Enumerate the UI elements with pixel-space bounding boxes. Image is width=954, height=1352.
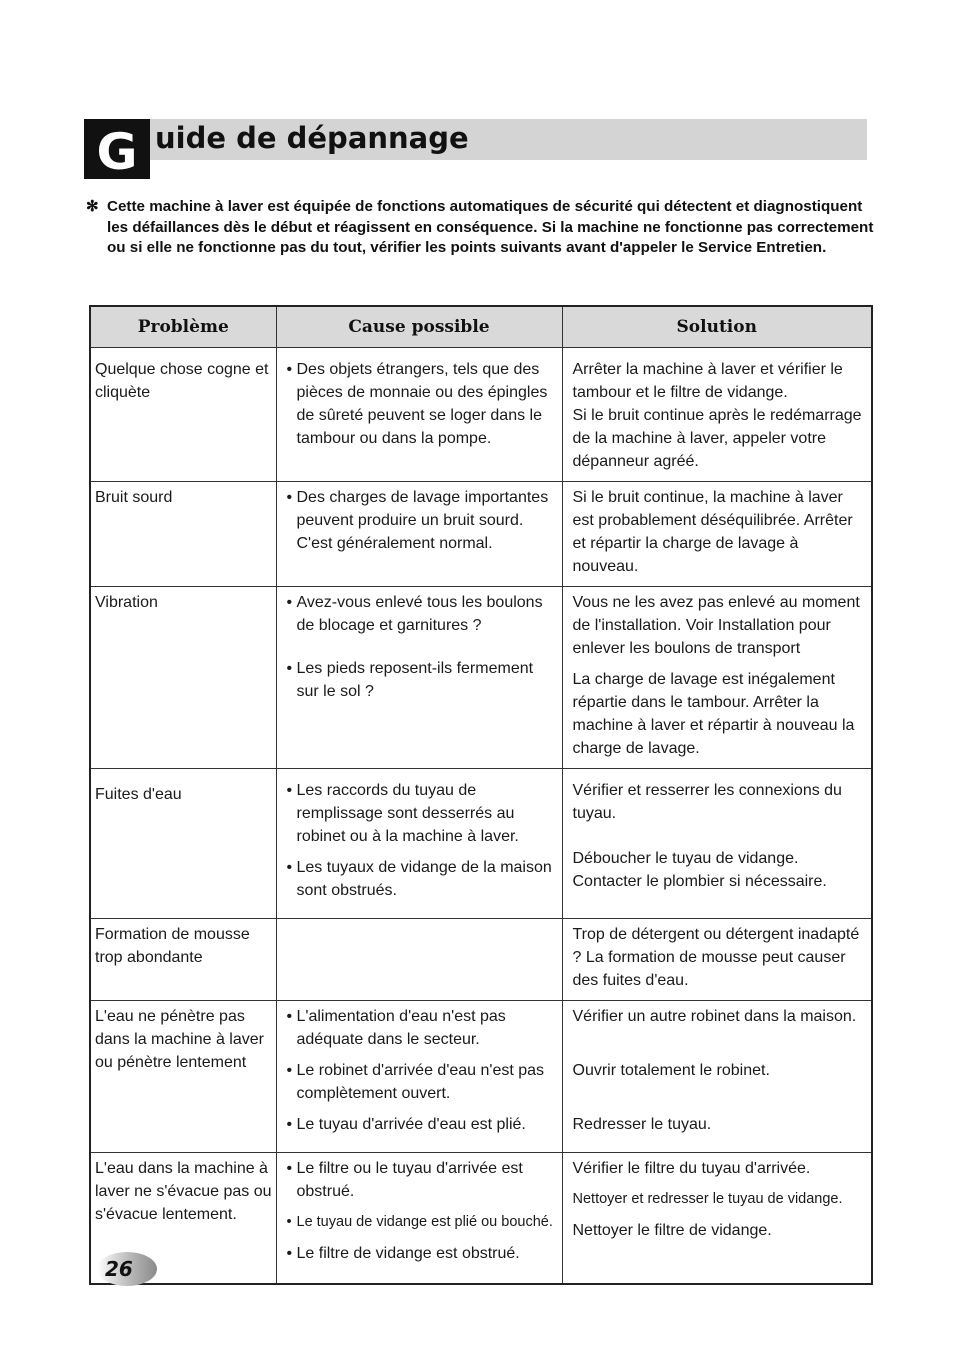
cause-item: • Avez-vous enlevé tous les boulons de blocage et garnitures ? xyxy=(287,591,556,637)
problem-cell: Fuites d'eau xyxy=(95,786,182,803)
header-cause: Cause possible xyxy=(276,306,562,348)
page-title: uide de dépannage xyxy=(155,121,469,155)
intro-notice xyxy=(86,197,876,259)
title-initial-letter: G xyxy=(84,119,150,179)
solution-item: Si le bruit continue après le redémarrage de la machine à laver, appeler votre dépanneur agréé. xyxy=(572,407,862,470)
header-problem: Problème xyxy=(90,306,276,348)
cause-item: • Le filtre de vidange est obstrué. xyxy=(287,1242,556,1265)
problem-cell: Quelque chose cogne et cliquète xyxy=(95,361,269,401)
table-row xyxy=(90,348,872,482)
troubleshooting-table xyxy=(89,305,873,1285)
table-row xyxy=(90,587,872,769)
problem-cell: L'eau ne pénètre pas dans la machine à laver ou pénètre lentement xyxy=(95,1008,264,1071)
cause-item: • Des charges de lavage importantes peuvent produire un bruit sourd. C'est généralement normal. xyxy=(287,486,556,555)
table-row xyxy=(90,919,872,1001)
table-row xyxy=(90,482,872,587)
solution-item: Redresser le tuyau. xyxy=(572,1116,712,1133)
cause-item: • Des objets étrangers, tels que des pièces de monnaie ou des épingles de sûreté peuvent se loger dans le tambour ou dans la pompe. xyxy=(287,358,556,450)
solution-item: Vérifier le filtre du tuyau d'arrivée. xyxy=(572,1160,811,1177)
table-header-row xyxy=(90,306,872,348)
table-row xyxy=(90,1001,872,1153)
solution-item: Si le bruit continue, la machine à laver est probablement déséquilibrée. Arrêter et répartir la charge de lavage à nouveau. xyxy=(572,489,853,575)
empty-cause-cell xyxy=(277,919,562,937)
cause-item: • Le filtre ou le tuyau d'arrivée est obstrué. xyxy=(287,1157,556,1203)
cause-item: • Le tuyau d'arrivée d'eau est plié. xyxy=(287,1113,556,1136)
solution-item: Nettoyer le filtre de vidange. xyxy=(572,1222,772,1239)
solution-item: Vérifier un autre robinet dans la maison. xyxy=(572,1008,857,1025)
header-solution: Solution xyxy=(562,306,872,348)
problem-cell: Bruit sourd xyxy=(95,489,173,506)
cause-item: • Les tuyaux de vidange de la maison sont obstrués. xyxy=(287,856,556,902)
cause-item: • Le tuyau de vidange est plié ou bouché. xyxy=(287,1211,556,1234)
solution-item: La charge de lavage est inégalement répartie dans le tambour. Arrêter la machine à laver et répartir à nouveau la charge de lavage. xyxy=(572,671,855,757)
cause-item: • L'alimentation d'eau n'est pas adéquate dans le secteur. xyxy=(287,1005,556,1051)
solution-item: Ouvrir totalement le robinet. xyxy=(572,1062,770,1079)
solution-item: Déboucher le tuyau de vidange. Contacter le plombier si nécessaire. xyxy=(572,850,827,890)
table-row xyxy=(90,1153,872,1284)
solution-item: Vous ne les avez pas enlevé au moment de l'installation. Voir Installation pour enlever les boulons de transport xyxy=(572,594,860,657)
cause-item: • Les pieds reposent-ils fermement sur le sol ? xyxy=(287,657,556,703)
asterisk-icon: ✻ xyxy=(86,198,99,215)
problem-cell: Vibration xyxy=(95,594,158,611)
page-number: 26 xyxy=(105,1257,133,1281)
problem-cell: L'eau dans la machine à laver ne s'évacue pas ou s'évacue lentement. xyxy=(95,1160,272,1223)
cause-item: • Le robinet d'arrivée d'eau n'est pas complètement ouvert. xyxy=(287,1059,556,1105)
cause-item: • Les raccords du tuyau de remplissage sont desserrés au robinet ou à la machine à laver. xyxy=(287,779,556,848)
problem-cell: Formation de mousse trop abondante xyxy=(95,926,250,966)
solution-item: Arrêter la machine à laver et vérifier le tambour et le filtre de vidange. xyxy=(572,361,843,401)
solution-item: Nettoyer et redresser le tuyau de vidange. xyxy=(572,1191,843,1207)
solution-item: Vérifier et resserrer les connexions du tuyau. xyxy=(572,782,842,822)
intro-text: Cette machine à laver est équipée de fonctions automatiques de sécurité qui détectent et diagnostiquent les défaillances dès le début et réagissent en conséquence. Si la machine ne fonctionne pas correctement ou si elle ne fonctionne pas du tout, vérifier les points suivants avant d'appeler le Service Entretien. xyxy=(107,198,874,256)
table-row xyxy=(90,769,872,919)
solution-item: Trop de détergent ou détergent inadapté ? La formation de mousse peut causer des fuites d'eau. xyxy=(572,926,860,989)
